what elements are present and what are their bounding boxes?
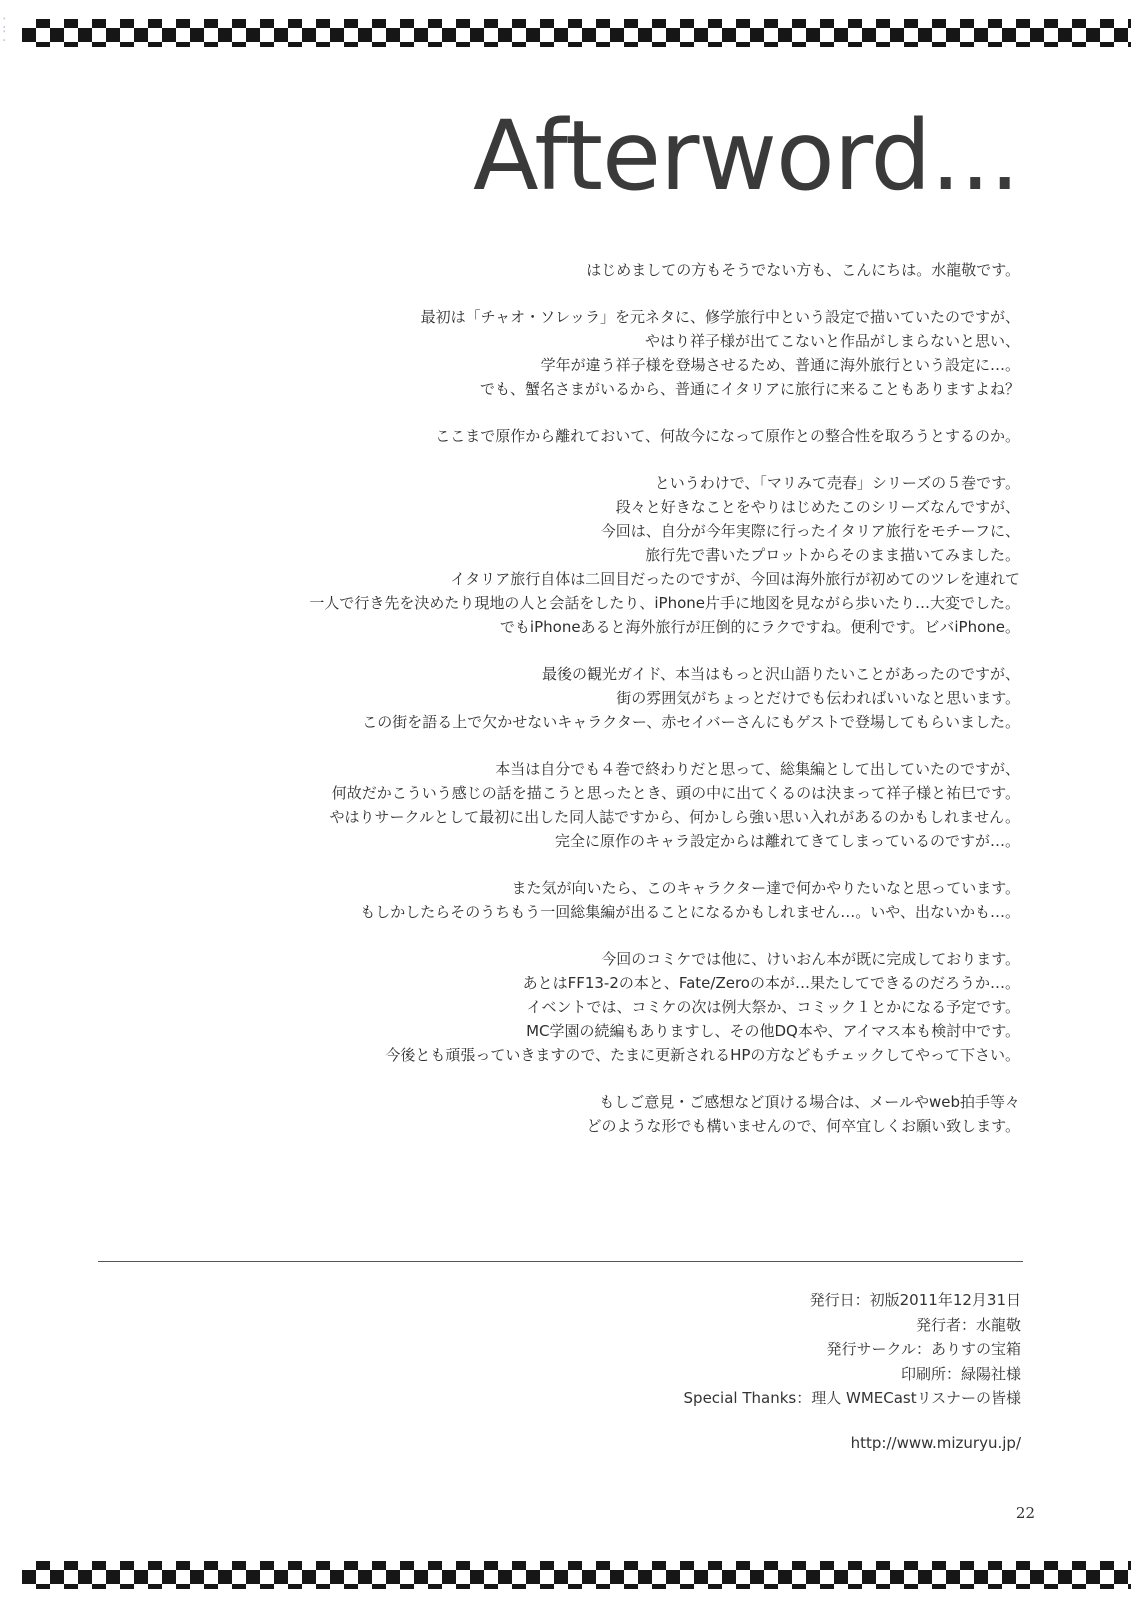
afterword-line: 何故だかこういう感じの話を描こうと思ったとき、頭の中に出てくるのは決まって祥子様と祐巳です。 (331, 784, 1020, 802)
afterword-line: 段々と好きなことをやりはじめたこのシリーズなんですが、 (615, 498, 1020, 516)
afterword-line: もしかしたらそのうちもう一回総集編が出ることになるかもしれません…。いや、出ないかも…。 (360, 903, 1020, 921)
colophon-divider (98, 1261, 1023, 1262)
afterword-paragraph (120, 1090, 1020, 1138)
page-number: 22 (1015, 1504, 1035, 1522)
website-url[interactable]: http://www.mizuryu.jp/ (850, 1433, 1021, 1452)
afterword-line: 最初は「チャオ・ソレッラ」を元ネタに、修学旅行中という設定で描いていたのですが、 (420, 308, 1020, 326)
afterword-line: 本当は自分でも４巻で終わりだと思って、総集編として出していたのですが、 (495, 760, 1020, 778)
afterword-line: 今後とも頑張っていきますので、たまに更新されるHPの方などもチェックしてやって下さい。 (385, 1046, 1020, 1064)
afterword-line: ここまで原作から離れておいて、何故今になって原作との整合性を取ろうとするのか。 (435, 427, 1020, 445)
afterword-line: 今回は、自分が今年実際に行ったイタリア旅行をモチーフに、 (600, 522, 1020, 540)
afterword-line: 今回のコミケでは他に、けいおん本が既に完成しております。 (601, 950, 1020, 968)
printer: 印刷所：緑陽社様 (900, 1364, 1021, 1383)
afterword-line: もしご意見・ご感想など頂ける場合は、メールやweb拍手等々 (599, 1093, 1020, 1111)
afterword-paragraph (120, 471, 1020, 639)
page-title: Afterword... (472, 100, 1019, 212)
afterword-paragraph (120, 662, 1020, 734)
afterword-line: 学年が違う祥子様を登場させるため、普通に海外旅行という設定に…。 (540, 356, 1020, 374)
afterword-line: やはりサークルとして最初に出した同人誌ですから、何かしら強い思い入れがあるのかもしれません。 (329, 808, 1020, 826)
afterword-paragraph (120, 258, 1020, 282)
afterword-line: 完全に原作のキャラ設定からは離れてきてしまっているのですが…。 (554, 832, 1020, 850)
colophon (421, 1288, 1021, 1455)
afterword-line: イベントでは、コミケの次は例大祭か、コミック１とかになる予定です。 (526, 998, 1020, 1016)
afterword-line: 最後の観光ガイド、本当はもっと沢山語りたいことがあったのですが、 (541, 665, 1020, 683)
afterword-line: 一人で行き先を決めたり現地の人と会話をしたり、iPhone片手に地図を見ながら歩いたり…大変でした。 (309, 594, 1020, 612)
afterword-paragraph (120, 757, 1020, 853)
special-thanks: Special Thanks：理人 WMECastリスナーの皆様 (683, 1389, 1021, 1407)
afterword-line: どのような形でも構いませんので、何卒宜しくお願い致します。 (586, 1117, 1020, 1135)
afterword-paragraph (120, 947, 1020, 1067)
afterword-line: はじめましての方もそうでない方も、こんにちは。水龍敬です。 (586, 261, 1020, 279)
bottom-checkered-border (22, 1556, 1131, 1594)
afterword-line: 旅行先で書いたプロットからそのまま描いてみました。 (645, 546, 1020, 564)
afterword-line: また気が向いたら、このキャラクター達で何かやりたいなと思っています。 (511, 879, 1020, 897)
afterword-paragraph (120, 876, 1020, 924)
afterword-line: でもiPhoneあると海外旅行が圧倒的にラクですね。便利です。ビバiPhone。 (499, 618, 1020, 636)
afterword-line: あとはFF13-2の本と、Fate/Zeroの本が…果たしてできるのだろうか…。 (522, 974, 1020, 992)
afterword-body (120, 258, 1020, 1161)
afterword-paragraph (120, 424, 1020, 448)
publisher: 発行者：水龍敬 (915, 1315, 1021, 1334)
afterword-line: MC学園の続編もありますし、その他DQ本や、アイマス本も検討中です。 (526, 1022, 1020, 1040)
afterword-line: でも、蟹名さまがいるから、普通にイタリアに旅行に来ることもありますよね？ (479, 380, 1020, 398)
publishing-circle: 発行サークル：ありすの宝箱 (826, 1340, 1021, 1358)
afterword-line: イタリア旅行自体は二回目だったのですが、今回は海外旅行が初めてのツレを連れて (450, 570, 1020, 588)
scan-corner-mark: ⁚ ⁚ (2, 16, 7, 45)
afterword-line: というわけで、「マリみて売春」シリーズの５巻です。 (654, 474, 1020, 492)
publish-date: 発行日：初版2011年12月31日 (809, 1291, 1021, 1309)
afterword-line: やはり祥子様が出てこないと作品がしまらないと思い、 (644, 332, 1020, 350)
afterword-line: この街を語る上で欠かせないキャラクター、赤セイバーさんにもゲストで登場してもらいました。 (362, 713, 1020, 731)
afterword-line: 街の雰囲気がちょっとだけでも伝わればいいなと思います。 (616, 689, 1020, 707)
top-checkered-border (22, 14, 1131, 52)
afterword-paragraph (120, 305, 1020, 401)
